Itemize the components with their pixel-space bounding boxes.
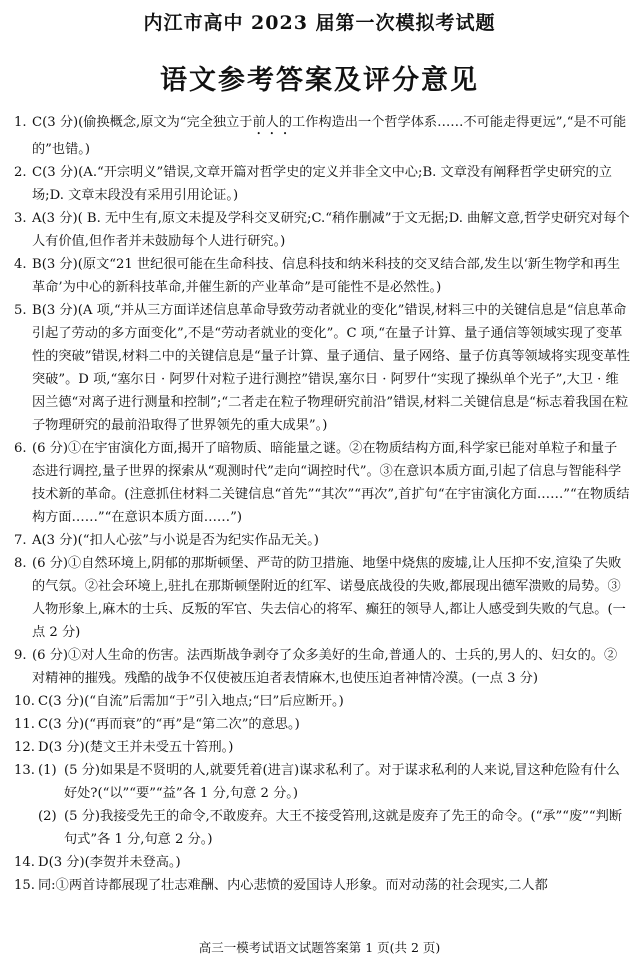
answer-item-5 bbox=[14, 299, 630, 437]
answer-item-7 bbox=[14, 529, 630, 552]
answer-item-10 bbox=[14, 690, 630, 713]
answer-item-11 bbox=[14, 713, 630, 736]
answer-text-part: C(3 分)(偷换概念,原文为“完全独立于 bbox=[32, 115, 253, 130]
answer-list bbox=[14, 111, 630, 897]
sub-answer-text: (5 分)我接受先王的命令,不敢废弃。大王不接受笞刑,这就是废弃了先王的命令。(“承”“废”“判断句式”各 1 分,句意 2 分。) bbox=[64, 809, 623, 847]
answer-number: 2. bbox=[14, 165, 27, 180]
answer-item-8 bbox=[14, 552, 630, 644]
answer-number: 14. bbox=[14, 855, 35, 870]
answer-text: B(3 分)(原文“21 世纪很可能在生命科技、信息科技和纳米科技的交叉结合部,发生以‘新生物学和再生革命’为中心的新科技革命,并催生新的产业革命”是可能性不是必然性。) bbox=[32, 257, 621, 295]
answer-text: 同:①两首诗都展现了壮志难酬、内心悲愤的爱国诗人形象。而对动荡的社会现实,二人都 bbox=[38, 878, 548, 893]
emphasized-text: 前人的 bbox=[252, 115, 293, 130]
answer-text: (6 分)①自然环境上,阴郁的那斯顿堡、严苛的防卫措施、地堡中烧焦的废墟,让人压抑不安,渲染了失败的气氛。②社会环境上,驻扎在那斯顿堡附近的红军、诺曼底战役的失败,都展现出德军溃败的局势。③人物形象上,麻木的士兵、反叛的军官、失去信心的将军、癫狂的领导人,都让人感受到失败的气息。(一点 2 分) bbox=[32, 556, 626, 640]
answer-number: 4. bbox=[14, 257, 27, 272]
answer-item-2 bbox=[14, 161, 630, 207]
answer-text: C(3 分)(A.“开宗明义”错误,文章开篇对哲学史的定义并非全文中心;B. 文章没有阐释哲学史研究的立场;D. 文章末段没有采用引用论证。) bbox=[32, 165, 612, 203]
answer-number: 8. bbox=[14, 556, 27, 571]
answer-item-4 bbox=[14, 253, 630, 299]
answer-text: A(3 分)(“扣人心弦”与小说是否为纪实作品无关。) bbox=[32, 533, 319, 548]
answer-number: 1. bbox=[14, 115, 27, 130]
answer-item-15 bbox=[14, 874, 630, 897]
page-footer: 高三一模考试语文试题答案第 1 页(共 2 页) bbox=[198, 940, 441, 955]
answer-number: 12. bbox=[14, 740, 35, 755]
answer-number: 11. bbox=[14, 717, 35, 732]
exam-title: 内江市高中 2023 届第一次模拟考试题 bbox=[143, 12, 496, 34]
answer-number: 6. bbox=[14, 441, 27, 456]
answer-number: 9. bbox=[14, 648, 27, 663]
answer-item-12 bbox=[14, 736, 630, 759]
answer-item-1 bbox=[14, 111, 630, 161]
sub-answer-2 bbox=[38, 805, 630, 851]
answer-number: 15. bbox=[14, 878, 35, 893]
answer-number: 5. bbox=[14, 303, 27, 318]
answer-text: C(3 分)(“自流”后需加“于”引入地点;“曰”后应断开。) bbox=[38, 694, 344, 709]
answer-item-6 bbox=[14, 437, 630, 529]
answer-text: A(3 分)( B. 无中生有,原文未提及学科交叉研究;C.“稍作删减”于文无据;D. 曲解文意,哲学史研究对每个人有价值,但作者并未鼓励每个人进行研究。) bbox=[32, 211, 630, 249]
answer-text: D(3 分)(李贺并未登高。) bbox=[38, 855, 181, 870]
answer-item-13 bbox=[14, 759, 630, 851]
answer-item-9 bbox=[14, 644, 630, 690]
sub-answer-number: (1) bbox=[38, 763, 57, 778]
answer-number: 7. bbox=[14, 533, 27, 548]
answer-text: (6 分)①对人生命的伤害。法西斯战争剥夺了众多美好的生命,普通人的、士兵的,男人的、妇女的。②对精神的摧残。残酷的战争不仅使被压迫者表情麻木,也使压迫者神情冷漠。(一点 3 分) bbox=[32, 648, 618, 686]
answer-text-part: 工作构造出一个哲学体系……不可能走得更远”,“是不可能的”也错。) bbox=[32, 115, 627, 157]
answer-number: 10. bbox=[14, 694, 35, 709]
answer-text: C(3 分)(“再而衰”的“再”是“第二次”的意思。) bbox=[38, 717, 300, 732]
answer-text: (6 分)①在宇宙演化方面,揭开了暗物质、暗能量之谜。②在物质结构方面,科学家已能对单粒子和量子态进行调控,量子世界的探索从“观测时代”走向“调控时代”。③在意识本质方面,引起了信息与智能科学技术新的革命。(注意抓住材料二关键信息“首先”“其次”“再次”,首扩句“在宇宙演化方面……”“在物质结构方面……”“在意识本质方面……”) bbox=[32, 441, 630, 525]
sub-answer-1 bbox=[38, 759, 630, 805]
answer-item-3 bbox=[14, 207, 630, 253]
answer-item-14 bbox=[14, 851, 630, 874]
answer-number: 3. bbox=[14, 211, 27, 226]
sub-answer-text: (5 分)如果是不贤明的人,就要凭着(进言)谋求私利了。对于谋求私利的人来说,冒这种危险有什么好处?(“以”“要”“益”各 1 分,句意 2 分。) bbox=[64, 763, 620, 801]
answer-number: 13. bbox=[14, 763, 35, 778]
answer-text: B(3 分)(A 项,“并从三方面详述信息革命导致劳动者就业的变化”错误,材料三中的关键信息是“信息革命引起了劳动的多方面变化”,不是“劳动者就业的变化”。C 项,“在量子计算、量子通信等领域实现了变革性的突破”错误,材料二中的关键信息是“量子计算、量子通信、量子网络、量子仿真等领域将实现变革性突破”。D 项,“塞尔日 · 阿罗什对粒子进行测控”错误,塞尔日 · 阿罗什“实现了操纵单个光子”,大卫 · 维因兰德“对离子进行测量和控制”;“二者走在粒子物理研究前沿”错误,材料二关键信息是“标志着我国在粒子物理研究的最前沿取得了世界领先的重大成果”。) bbox=[32, 303, 630, 433]
sub-answer-number: (2) bbox=[38, 809, 57, 824]
answer-text: D(3 分)(楚文王并未受五十笞刑。) bbox=[38, 740, 234, 755]
answer-key-heading: 语文参考答案及评分意见 bbox=[160, 65, 479, 96]
